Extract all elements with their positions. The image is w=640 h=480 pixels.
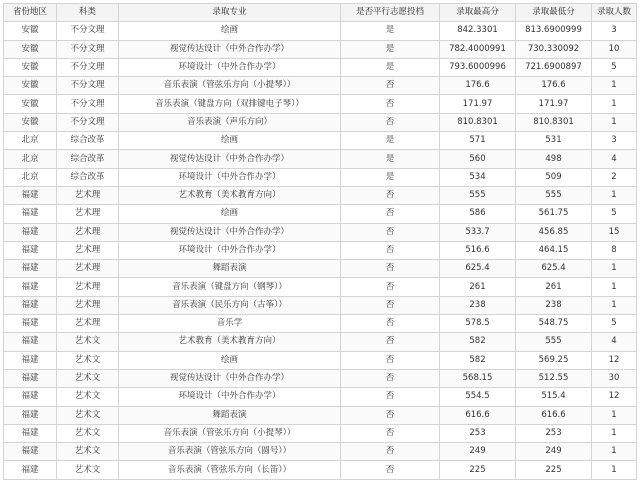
- cell-major: 音乐表演（管弦乐方向（长笛））: [119, 461, 341, 479]
- cell-major: 舞蹈表演: [119, 406, 341, 424]
- table-row: [4, 278, 637, 296]
- cell-major: 环境设计（中外合作办学）: [119, 388, 341, 406]
- cell-admitted-count: 4: [592, 333, 637, 351]
- cell-lowest-score: 509: [516, 168, 592, 186]
- cell-highest-score: 578.5: [440, 315, 516, 333]
- cell-highest-score: 568.15: [440, 369, 516, 387]
- cell-major: 绘画: [119, 351, 341, 369]
- cell-province: 福建: [4, 278, 57, 296]
- cell-lowest-score: 561.75: [516, 205, 592, 223]
- cell-major: 绘画: [119, 205, 341, 223]
- cell-highest-score: 555: [440, 186, 516, 204]
- cell-lowest-score: 238: [516, 296, 592, 314]
- cell-province: 北京: [4, 150, 57, 168]
- cell-parallel-volunteer: 否: [341, 241, 440, 259]
- cell-province: 安徽: [4, 77, 57, 95]
- cell-lowest-score: 548.75: [516, 315, 592, 333]
- cell-province: 北京: [4, 132, 57, 150]
- cell-parallel-volunteer: 否: [341, 315, 440, 333]
- cell-lowest-score: 456.85: [516, 223, 592, 241]
- cell-admitted-count: 1: [592, 77, 637, 95]
- cell-lowest-score: 261: [516, 278, 592, 296]
- cell-province: 北京: [4, 168, 57, 186]
- table-row: [4, 77, 637, 95]
- cell-major: 音乐表演（民乐方向（古筝））: [119, 296, 341, 314]
- cell-subject-category: 艺术理: [57, 278, 119, 296]
- cell-subject-category: 艺术理: [57, 205, 119, 223]
- cell-subject-category: 艺术理: [57, 186, 119, 204]
- cell-parallel-volunteer: 否: [341, 223, 440, 241]
- cell-major: 艺术教育（美术教育方向）: [119, 186, 341, 204]
- table-row: [4, 315, 637, 333]
- cell-subject-category: 艺术理: [57, 241, 119, 259]
- table-row: [4, 95, 637, 113]
- cell-highest-score: 534: [440, 168, 516, 186]
- cell-subject-category: 不分文理: [57, 40, 119, 58]
- cell-admitted-count: 1: [592, 296, 637, 314]
- cell-parallel-volunteer: 否: [341, 388, 440, 406]
- cell-highest-score: 571: [440, 132, 516, 150]
- table-row: [4, 424, 637, 442]
- cell-admitted-count: 1: [592, 260, 637, 278]
- cell-province: 福建: [4, 351, 57, 369]
- cell-province: 安徽: [4, 58, 57, 76]
- cell-major: 音乐表演（管弦乐方向（小提琴））: [119, 77, 341, 95]
- cell-highest-score: 782.4000991: [440, 40, 516, 58]
- table-row: [4, 333, 637, 351]
- table-row: [4, 132, 637, 150]
- table-row: [4, 40, 637, 58]
- cell-subject-category: 艺术理: [57, 223, 119, 241]
- cell-highest-score: 253: [440, 424, 516, 442]
- cell-admitted-count: 12: [592, 388, 637, 406]
- cell-subject-category: 艺术文: [57, 388, 119, 406]
- cell-subject-category: 艺术理: [57, 296, 119, 314]
- cell-admitted-count: 1: [592, 424, 637, 442]
- cell-admitted-count: 3: [592, 22, 637, 40]
- table-row: [4, 296, 637, 314]
- cell-admitted-count: 15: [592, 223, 637, 241]
- cell-parallel-volunteer: 否: [341, 351, 440, 369]
- cell-province: 福建: [4, 186, 57, 204]
- cell-province: 福建: [4, 461, 57, 479]
- header-subject-category: 科类: [57, 4, 119, 22]
- cell-lowest-score: 555: [516, 333, 592, 351]
- cell-parallel-volunteer: 是: [341, 22, 440, 40]
- table-header: [4, 4, 637, 22]
- cell-parallel-volunteer: 否: [341, 77, 440, 95]
- cell-province: 福建: [4, 369, 57, 387]
- table-row: [4, 388, 637, 406]
- cell-province: 福建: [4, 296, 57, 314]
- cell-major: 音乐表演（管弦乐方向（圆号））: [119, 443, 341, 461]
- cell-subject-category: 综合改革: [57, 150, 119, 168]
- admissions-table: [3, 3, 637, 480]
- cell-lowest-score: 616.6: [516, 406, 592, 424]
- header-lowest-score: 录取最低分: [516, 4, 592, 22]
- cell-lowest-score: 813.6900999: [516, 22, 592, 40]
- cell-subject-category: 不分文理: [57, 22, 119, 40]
- cell-subject-category: 不分文理: [57, 58, 119, 76]
- cell-admitted-count: 1: [592, 443, 637, 461]
- cell-highest-score: 261: [440, 278, 516, 296]
- cell-parallel-volunteer: 否: [341, 333, 440, 351]
- table-row: [4, 260, 637, 278]
- cell-major: 视觉传达设计（中外合作办学）: [119, 150, 341, 168]
- cell-subject-category: 综合改革: [57, 132, 119, 150]
- cell-parallel-volunteer: 是: [341, 40, 440, 58]
- cell-admitted-count: 2: [592, 168, 637, 186]
- cell-highest-score: 586: [440, 205, 516, 223]
- table-row: [4, 241, 637, 259]
- cell-admitted-count: 8: [592, 241, 637, 259]
- cell-subject-category: 艺术文: [57, 406, 119, 424]
- table-row: [4, 168, 637, 186]
- cell-major: 视觉传达设计（中外合作办学）: [119, 40, 341, 58]
- cell-parallel-volunteer: 是: [341, 168, 440, 186]
- cell-subject-category: 不分文理: [57, 95, 119, 113]
- table-row: [4, 351, 637, 369]
- cell-province: 福建: [4, 205, 57, 223]
- cell-lowest-score: 464.15: [516, 241, 592, 259]
- cell-parallel-volunteer: 否: [341, 296, 440, 314]
- cell-major: 绘画: [119, 22, 341, 40]
- cell-subject-category: 艺术文: [57, 351, 119, 369]
- table-body: [4, 22, 637, 479]
- cell-admitted-count: 1: [592, 278, 637, 296]
- cell-subject-category: 艺术文: [57, 369, 119, 387]
- cell-highest-score: 171.97: [440, 95, 516, 113]
- table-row: [4, 461, 637, 479]
- cell-major: 绘画: [119, 132, 341, 150]
- cell-admitted-count: 30: [592, 369, 637, 387]
- cell-major: 视觉传达设计（中外合作办学）: [119, 369, 341, 387]
- cell-lowest-score: 569.25: [516, 351, 592, 369]
- cell-lowest-score: 515.4: [516, 388, 592, 406]
- cell-highest-score: 793.6000996: [440, 58, 516, 76]
- cell-major: 环境设计（中外合作办学）: [119, 241, 341, 259]
- cell-lowest-score: 625.4: [516, 260, 592, 278]
- cell-major: 音乐表演（键盘方向（双排键电子琴））: [119, 95, 341, 113]
- header-admitted-count: 录取人数: [592, 4, 637, 22]
- cell-parallel-volunteer: 否: [341, 95, 440, 113]
- cell-lowest-score: 512.55: [516, 369, 592, 387]
- cell-highest-score: 842.3301: [440, 22, 516, 40]
- cell-major: 艺术教育（美术教育方向）: [119, 333, 341, 351]
- cell-parallel-volunteer: 是: [341, 150, 440, 168]
- cell-province: 福建: [4, 223, 57, 241]
- cell-lowest-score: 555: [516, 186, 592, 204]
- cell-lowest-score: 730.330092: [516, 40, 592, 58]
- cell-parallel-volunteer: 否: [341, 186, 440, 204]
- cell-major: 视觉传达设计（中外合作办学）: [119, 223, 341, 241]
- cell-lowest-score: 531: [516, 132, 592, 150]
- cell-province: 福建: [4, 260, 57, 278]
- cell-subject-category: 不分文理: [57, 77, 119, 95]
- cell-province: 安徽: [4, 40, 57, 58]
- cell-lowest-score: 253: [516, 424, 592, 442]
- cell-highest-score: 616.6: [440, 406, 516, 424]
- cell-admitted-count: 5: [592, 315, 637, 333]
- cell-highest-score: 516.6: [440, 241, 516, 259]
- cell-highest-score: 249: [440, 443, 516, 461]
- cell-parallel-volunteer: 否: [341, 461, 440, 479]
- cell-admitted-count: 1: [592, 95, 637, 113]
- cell-subject-category: 综合改革: [57, 168, 119, 186]
- cell-admitted-count: 1: [592, 113, 637, 131]
- table-row: [4, 443, 637, 461]
- cell-highest-score: 625.4: [440, 260, 516, 278]
- table-row: [4, 150, 637, 168]
- cell-highest-score: 176.6: [440, 77, 516, 95]
- cell-highest-score: 810.8301: [440, 113, 516, 131]
- header-parallel-volunteer: 是否平行志愿投档: [341, 4, 440, 22]
- cell-subject-category: 艺术文: [57, 424, 119, 442]
- cell-highest-score: 533.7: [440, 223, 516, 241]
- header-major: 录取专业: [119, 4, 341, 22]
- cell-province: 福建: [4, 424, 57, 442]
- header-highest-score: 录取最高分: [440, 4, 516, 22]
- cell-admitted-count: 1: [592, 461, 637, 479]
- cell-major: 音乐学: [119, 315, 341, 333]
- cell-parallel-volunteer: 是: [341, 58, 440, 76]
- cell-parallel-volunteer: 否: [341, 278, 440, 296]
- cell-parallel-volunteer: 否: [341, 205, 440, 223]
- cell-major: 舞蹈表演: [119, 260, 341, 278]
- cell-province: 安徽: [4, 22, 57, 40]
- table-row: [4, 406, 637, 424]
- cell-subject-category: 艺术文: [57, 333, 119, 351]
- cell-lowest-score: 171.97: [516, 95, 592, 113]
- header-row: [4, 4, 637, 22]
- cell-parallel-volunteer: 否: [341, 260, 440, 278]
- cell-admitted-count: 1: [592, 406, 637, 424]
- cell-admitted-count: 3: [592, 132, 637, 150]
- cell-parallel-volunteer: 否: [341, 443, 440, 461]
- table-row: [4, 186, 637, 204]
- cell-admitted-count: 10: [592, 40, 637, 58]
- cell-province: 福建: [4, 333, 57, 351]
- cell-subject-category: 艺术理: [57, 260, 119, 278]
- cell-highest-score: 560: [440, 150, 516, 168]
- cell-highest-score: 238: [440, 296, 516, 314]
- cell-subject-category: 艺术理: [57, 315, 119, 333]
- table-row: [4, 22, 637, 40]
- cell-major: 环境设计（中外合作办学）: [119, 168, 341, 186]
- cell-highest-score: 225: [440, 461, 516, 479]
- cell-highest-score: 582: [440, 333, 516, 351]
- table-row: [4, 369, 637, 387]
- cell-province: 福建: [4, 315, 57, 333]
- cell-lowest-score: 721.6900897: [516, 58, 592, 76]
- cell-lowest-score: 498: [516, 150, 592, 168]
- cell-subject-category: 艺术文: [57, 443, 119, 461]
- cell-province: 福建: [4, 443, 57, 461]
- cell-parallel-volunteer: 否: [341, 406, 440, 424]
- cell-province: 福建: [4, 406, 57, 424]
- cell-admitted-count: 1: [592, 186, 637, 204]
- cell-major: 音乐表演（键盘方向（钢琴））: [119, 278, 341, 296]
- table-row: [4, 205, 637, 223]
- table-row: [4, 113, 637, 131]
- cell-lowest-score: 176.6: [516, 77, 592, 95]
- cell-parallel-volunteer: 是: [341, 132, 440, 150]
- cell-lowest-score: 249: [516, 443, 592, 461]
- header-province: 省份地区: [4, 4, 57, 22]
- cell-major: 音乐表演（声乐方向）: [119, 113, 341, 131]
- table-row: [4, 223, 637, 241]
- cell-admitted-count: 12: [592, 351, 637, 369]
- cell-parallel-volunteer: 否: [341, 113, 440, 131]
- cell-subject-category: 艺术文: [57, 461, 119, 479]
- cell-admitted-count: 5: [592, 205, 637, 223]
- cell-major: 音乐表演（管弦乐方向（小提琴））: [119, 424, 341, 442]
- cell-province: 福建: [4, 241, 57, 259]
- cell-highest-score: 554.5: [440, 388, 516, 406]
- cell-parallel-volunteer: 否: [341, 424, 440, 442]
- cell-highest-score: 582: [440, 351, 516, 369]
- cell-province: 福建: [4, 388, 57, 406]
- cell-province: 安徽: [4, 113, 57, 131]
- cell-admitted-count: 4: [592, 150, 637, 168]
- cell-parallel-volunteer: 否: [341, 369, 440, 387]
- cell-admitted-count: 5: [592, 58, 637, 76]
- table-row: [4, 58, 637, 76]
- cell-lowest-score: 225: [516, 461, 592, 479]
- cell-subject-category: 不分文理: [57, 113, 119, 131]
- cell-lowest-score: 810.8301: [516, 113, 592, 131]
- cell-province: 安徽: [4, 95, 57, 113]
- cell-major: 环境设计（中外合作办学）: [119, 58, 341, 76]
